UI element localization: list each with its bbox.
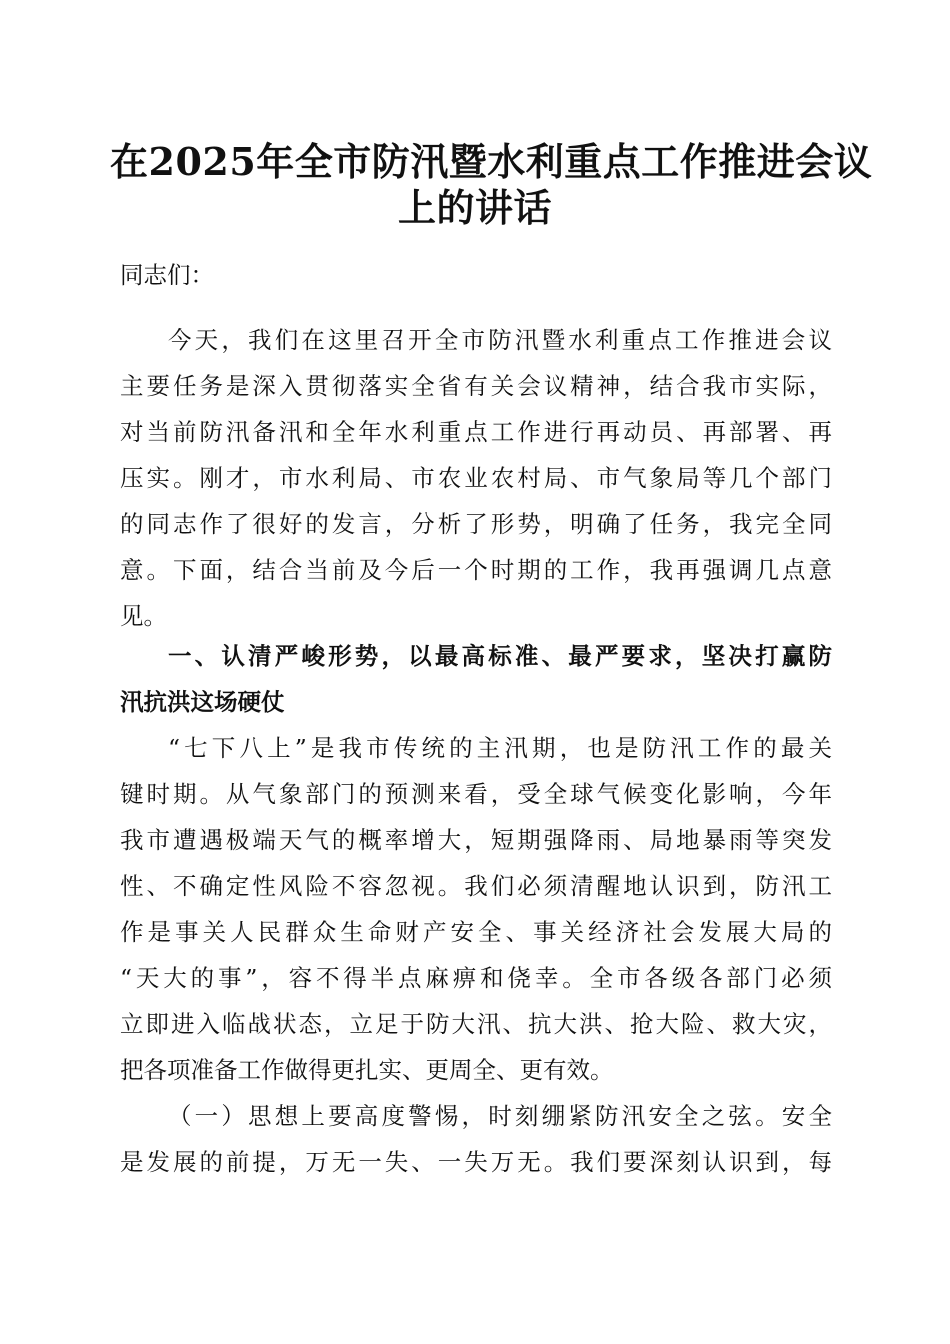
paragraph-line: 是发展的前提，万无一失、一失万无。我们要深刻认识到，每 [120,1148,832,1176]
document-title-line-1: 在2025年全市防汛暨水利重点工作推进会议 [110,139,873,184]
paragraph-line: 我市遭遇极端天气的概率增大，短期强降雨、局地暴雨等突发 [120,826,832,854]
paragraph-line: 压实。刚才，市水利局、市农业农村局、市气象局等几个部门 [120,464,832,492]
section-heading-line: 一、认清严峻形势，以最高标准、最严要求，坚决打赢防 [168,642,832,670]
paragraph-line: 键时期。从气象部门的预测来看，受全球气候变化影响，今年 [120,780,832,808]
paragraph-line: “七下八上”是我市传统的主汛期，也是防汛工作的最关 [168,734,832,762]
paragraph-line: 把各项准备工作做得更扎实、更周全、更有效。 [120,1056,614,1084]
paragraph-line: 对当前防汛备汛和全年水利重点工作进行再动员、再部署、再 [120,418,832,446]
salutation: 同志们： [120,261,214,289]
subsection-line: （一）思想上要高度警惕，时刻绷紧防汛安全之弦。安全 [168,1102,832,1130]
paragraph-line: 性、不确定性风险不容忽视。我们必须清醒地认识到，防汛工 [120,872,832,900]
paragraph-line: 作是事关人民群众生命财产安全、事关经济社会发展大局的 [120,918,832,946]
paragraph-line: 今天，我们在这里召开全市防汛暨水利重点工作推进会议 [168,326,832,354]
paragraph-line: 立即进入临战状态，立足于防大汛、抗大洪、抢大险、救大灾， [120,1010,832,1038]
section-heading-line: 汛抗洪这场硬仗 [120,688,285,716]
paragraph-line: 主要任务是深入贯彻落实全省有关会议精神，结合我市实际， [120,372,832,400]
paragraph-line: “天大的事”，容不得半点麻痹和侥幸。全市各级各部门必须 [120,964,832,992]
paragraph-line: 见。 [120,602,167,630]
paragraph-line: 的同志作了很好的发言，分析了形势，明确了任务，我完全同 [120,510,832,538]
paragraph-line: 意。下面，结合当前及今后一个时期的工作，我再强调几点意 [120,556,832,584]
document-title-line-2: 上的讲话 [397,185,552,230]
